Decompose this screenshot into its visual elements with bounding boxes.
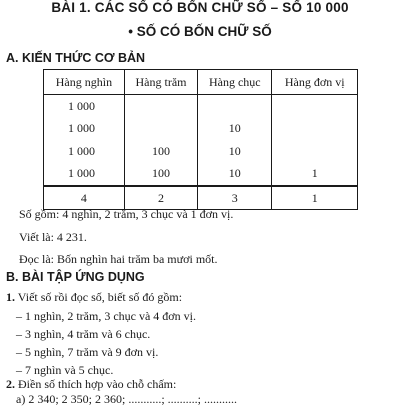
table-cell	[198, 95, 272, 118]
exercise-2a: a) 2 340; 2 350; 2 360; ...........; ..........; ...........	[16, 392, 237, 406]
total-cell: 3	[198, 186, 272, 210]
place-value-table	[43, 69, 358, 210]
lesson-subtitle: • SỐ CÓ BỐN CHỮ SỐ	[128, 24, 272, 39]
list-item: – 1 nghìn, 2 trăm, 3 chục và 4 đơn vị.	[16, 309, 196, 323]
table-cell	[272, 95, 358, 118]
list-item: – 3 nghìn, 4 trăm và 6 chục.	[16, 327, 151, 341]
exercise-number: 2.	[6, 377, 15, 391]
read-form: Đọc là: Bốn nghìn hai trăm ba mươi mốt.	[19, 252, 218, 266]
section-a-heading: A. KIẾN THỨC CƠ BẢN	[6, 51, 146, 65]
table-cell: 10	[198, 140, 272, 163]
table-cell: 1 000	[44, 140, 125, 163]
table-cell: 1 000	[44, 118, 125, 141]
table-cell	[124, 95, 197, 118]
table-cell: 100	[124, 163, 197, 187]
total-cell: 2	[124, 186, 197, 210]
table-cell: 1 000	[44, 163, 125, 187]
exercise-text: Viết số rồi đọc số, biết số đó gồm:	[17, 290, 183, 304]
list-item: – 5 nghìn, 7 trăm và 9 đơn vị.	[16, 345, 159, 359]
number-composition: Số gồm: 4 nghìn, 2 trăm, 3 chục và 1 đơn vị.	[19, 207, 234, 221]
lesson-title: BÀI 1. CÁC SỐ CÓ BỐN CHỮ SỐ – SỐ 10 000	[51, 0, 349, 15]
table-cell	[272, 118, 358, 141]
table-cell	[124, 118, 197, 141]
table-row	[44, 163, 358, 187]
table-row	[44, 95, 358, 118]
header-ones: Hàng đơn vị	[272, 70, 358, 95]
table-cell: 1 000	[44, 95, 125, 118]
table-cell: 10	[198, 163, 272, 187]
header-tens: Hàng chục	[198, 70, 272, 95]
exercise-1	[6, 290, 182, 304]
list-item: – 7 nghìn và 5 chục.	[16, 363, 114, 377]
total-cell: 1	[272, 186, 358, 210]
header-thousands: Hàng nghìn	[44, 70, 125, 95]
written-form: Viết là: 4 231.	[19, 230, 87, 244]
table-header-row	[44, 70, 358, 95]
total-cell: 4	[44, 186, 125, 210]
table-total-row	[44, 186, 358, 210]
table-cell	[272, 140, 358, 163]
table-row	[44, 118, 358, 141]
exercise-2	[6, 377, 176, 391]
exercise-text: Điền số thích hợp vào chỗ chấm:	[18, 377, 177, 391]
section-b-heading: B. BÀI TẬP ỨNG DỤNG	[6, 270, 145, 284]
table-cell: 1	[272, 163, 358, 187]
header-hundreds: Hàng trăm	[124, 70, 197, 95]
table-cell: 10	[198, 118, 272, 141]
exercise-number: 1.	[6, 290, 15, 304]
table-row	[44, 140, 358, 163]
table-cell: 100	[124, 140, 197, 163]
